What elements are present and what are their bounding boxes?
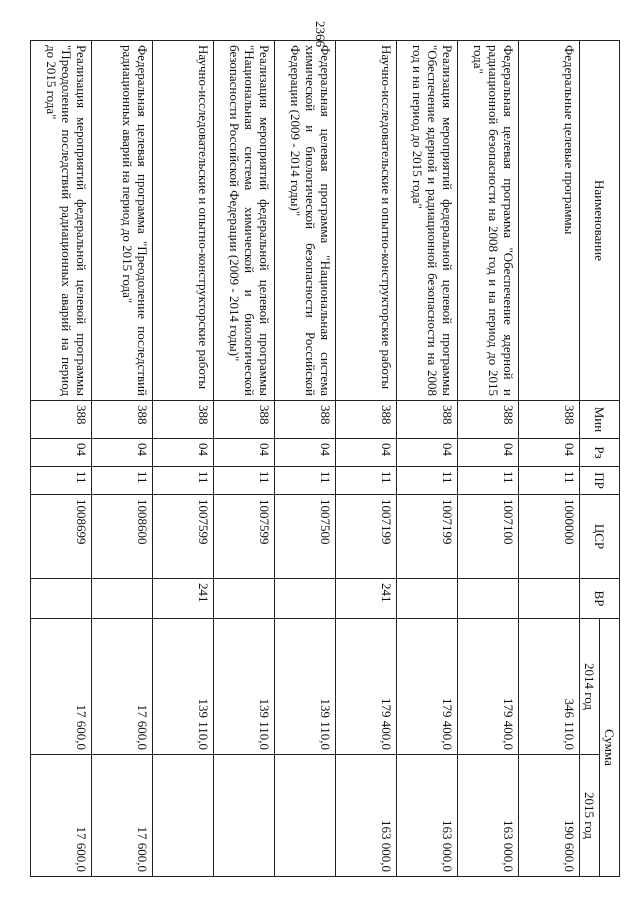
- table-row: [214, 41, 275, 877]
- cell-min: 388: [92, 401, 153, 439]
- cell-csr: 1007199: [336, 495, 397, 579]
- cell-pr: 11: [458, 467, 519, 495]
- cell-vr: [214, 579, 275, 619]
- cell-name: Федеральная целевая программа "Национальная система химической и биологической безопасности Российской Федерации (2009 - 2014 годы)": [275, 41, 336, 401]
- header-csr: ЦСР: [580, 495, 620, 579]
- cell-2014: 346 110,0: [519, 619, 580, 755]
- cell-rz: 04: [275, 439, 336, 467]
- cell-2014: 17 600,0: [92, 619, 153, 755]
- cell-min: 388: [397, 401, 458, 439]
- table-row: [458, 41, 519, 877]
- cell-vr: [458, 579, 519, 619]
- cell-2015: 163 000,0: [336, 755, 397, 877]
- cell-min: 388: [275, 401, 336, 439]
- cell-csr: 1007100: [458, 495, 519, 579]
- header-sum: Сумма: [600, 619, 620, 877]
- cell-name: Реализация мероприятий федеральной целевой программы "Преодоление последствий радиационных аварий на период до 2015 года": [31, 41, 92, 401]
- cell-2014: 179 400,0: [397, 619, 458, 755]
- cell-pr: 11: [336, 467, 397, 495]
- cell-rz: 04: [214, 439, 275, 467]
- cell-rz: 04: [397, 439, 458, 467]
- table-row: [275, 41, 336, 877]
- cell-name: Федеральная целевая программа "Обеспечение ядерной и радиационной безопасности на 2008 год и на период до 2015 года": [458, 41, 519, 401]
- cell-vr: [31, 579, 92, 619]
- table-row: [519, 41, 580, 877]
- table-body: [31, 41, 580, 877]
- cell-2015: 17 600,0: [31, 755, 92, 877]
- cell-min: 388: [214, 401, 275, 439]
- header-min: Мин: [580, 401, 620, 439]
- cell-vr: [92, 579, 153, 619]
- cell-2015: [153, 755, 214, 877]
- cell-min: 388: [458, 401, 519, 439]
- cell-csr: 1007199: [397, 495, 458, 579]
- cell-pr: 11: [31, 467, 92, 495]
- cell-pr: 11: [275, 467, 336, 495]
- cell-pr: 11: [153, 467, 214, 495]
- cell-csr: 1008699: [31, 495, 92, 579]
- cell-rz: 04: [336, 439, 397, 467]
- cell-vr: [519, 579, 580, 619]
- cell-name: Реализация мероприятий федеральной целевой программы "Обеспечение ядерной и радиационной безопасности на 2008 год и на период до 2015 года": [397, 41, 458, 401]
- cell-min: 388: [31, 401, 92, 439]
- header-pr: ПР: [580, 467, 620, 495]
- header-vr: ВР: [580, 579, 620, 619]
- cell-2015: 17 600,0: [92, 755, 153, 877]
- cell-2014: 179 400,0: [336, 619, 397, 755]
- cell-rz: 04: [458, 439, 519, 467]
- cell-csr: 1008600: [92, 495, 153, 579]
- table-row: [153, 41, 214, 877]
- cell-pr: 11: [214, 467, 275, 495]
- cell-vr: [397, 579, 458, 619]
- cell-2015: 190 600,0: [519, 755, 580, 877]
- cell-2015: 163 000,0: [458, 755, 519, 877]
- cell-2014: 179 400,0: [458, 619, 519, 755]
- cell-csr: 1007500: [275, 495, 336, 579]
- cell-2015: 163 000,0: [397, 755, 458, 877]
- cell-rz: 04: [92, 439, 153, 467]
- cell-name: Научно-исследовательские и опытно-конструкторские работы: [336, 41, 397, 401]
- header-year-2015: 2015 год: [580, 755, 600, 877]
- cell-min: 388: [336, 401, 397, 439]
- cell-csr: 1007599: [153, 495, 214, 579]
- table-row: [31, 41, 92, 877]
- header-year-2014: 2014 год: [580, 619, 600, 755]
- header-row: [600, 41, 620, 877]
- cell-min: 388: [519, 401, 580, 439]
- cell-2014: 17 600,0: [31, 619, 92, 755]
- cell-vr: 241: [336, 579, 397, 619]
- cell-pr: 11: [519, 467, 580, 495]
- cell-pr: 11: [397, 467, 458, 495]
- rotated-table-container: [44, 40, 620, 876]
- cell-name: Научно-исследовательские и опытно-конструкторские работы: [153, 41, 214, 401]
- header-rz: Рз: [580, 439, 620, 467]
- cell-2015: [275, 755, 336, 877]
- header-name: Наименование: [580, 41, 620, 401]
- budget-table: [30, 40, 620, 877]
- cell-csr: 1000000: [519, 495, 580, 579]
- cell-2015: [214, 755, 275, 877]
- page-number: 2366: [313, 21, 328, 47]
- cell-rz: 04: [153, 439, 214, 467]
- cell-name: Федеральные целевые программы: [519, 41, 580, 401]
- cell-vr: 241: [153, 579, 214, 619]
- cell-name: Федеральная целевая программа "Преодоление последствий радиационных аварий на период до 2015 года": [92, 41, 153, 401]
- cell-vr: [275, 579, 336, 619]
- table-row: [336, 41, 397, 877]
- cell-2014: 139 110,0: [275, 619, 336, 755]
- cell-name: Реализация мероприятий федеральной целевой программы "Национальная система химической и биологической безопасности Российской Федерации (2009 - 2014 годы)": [214, 41, 275, 401]
- cell-csr: 1007599: [214, 495, 275, 579]
- cell-2014: 139 110,0: [214, 619, 275, 755]
- cell-2014: 139 110,0: [153, 619, 214, 755]
- table-row: [92, 41, 153, 877]
- cell-rz: 04: [31, 439, 92, 467]
- table-row: [397, 41, 458, 877]
- cell-min: 388: [153, 401, 214, 439]
- cell-rz: 04: [519, 439, 580, 467]
- cell-pr: 11: [92, 467, 153, 495]
